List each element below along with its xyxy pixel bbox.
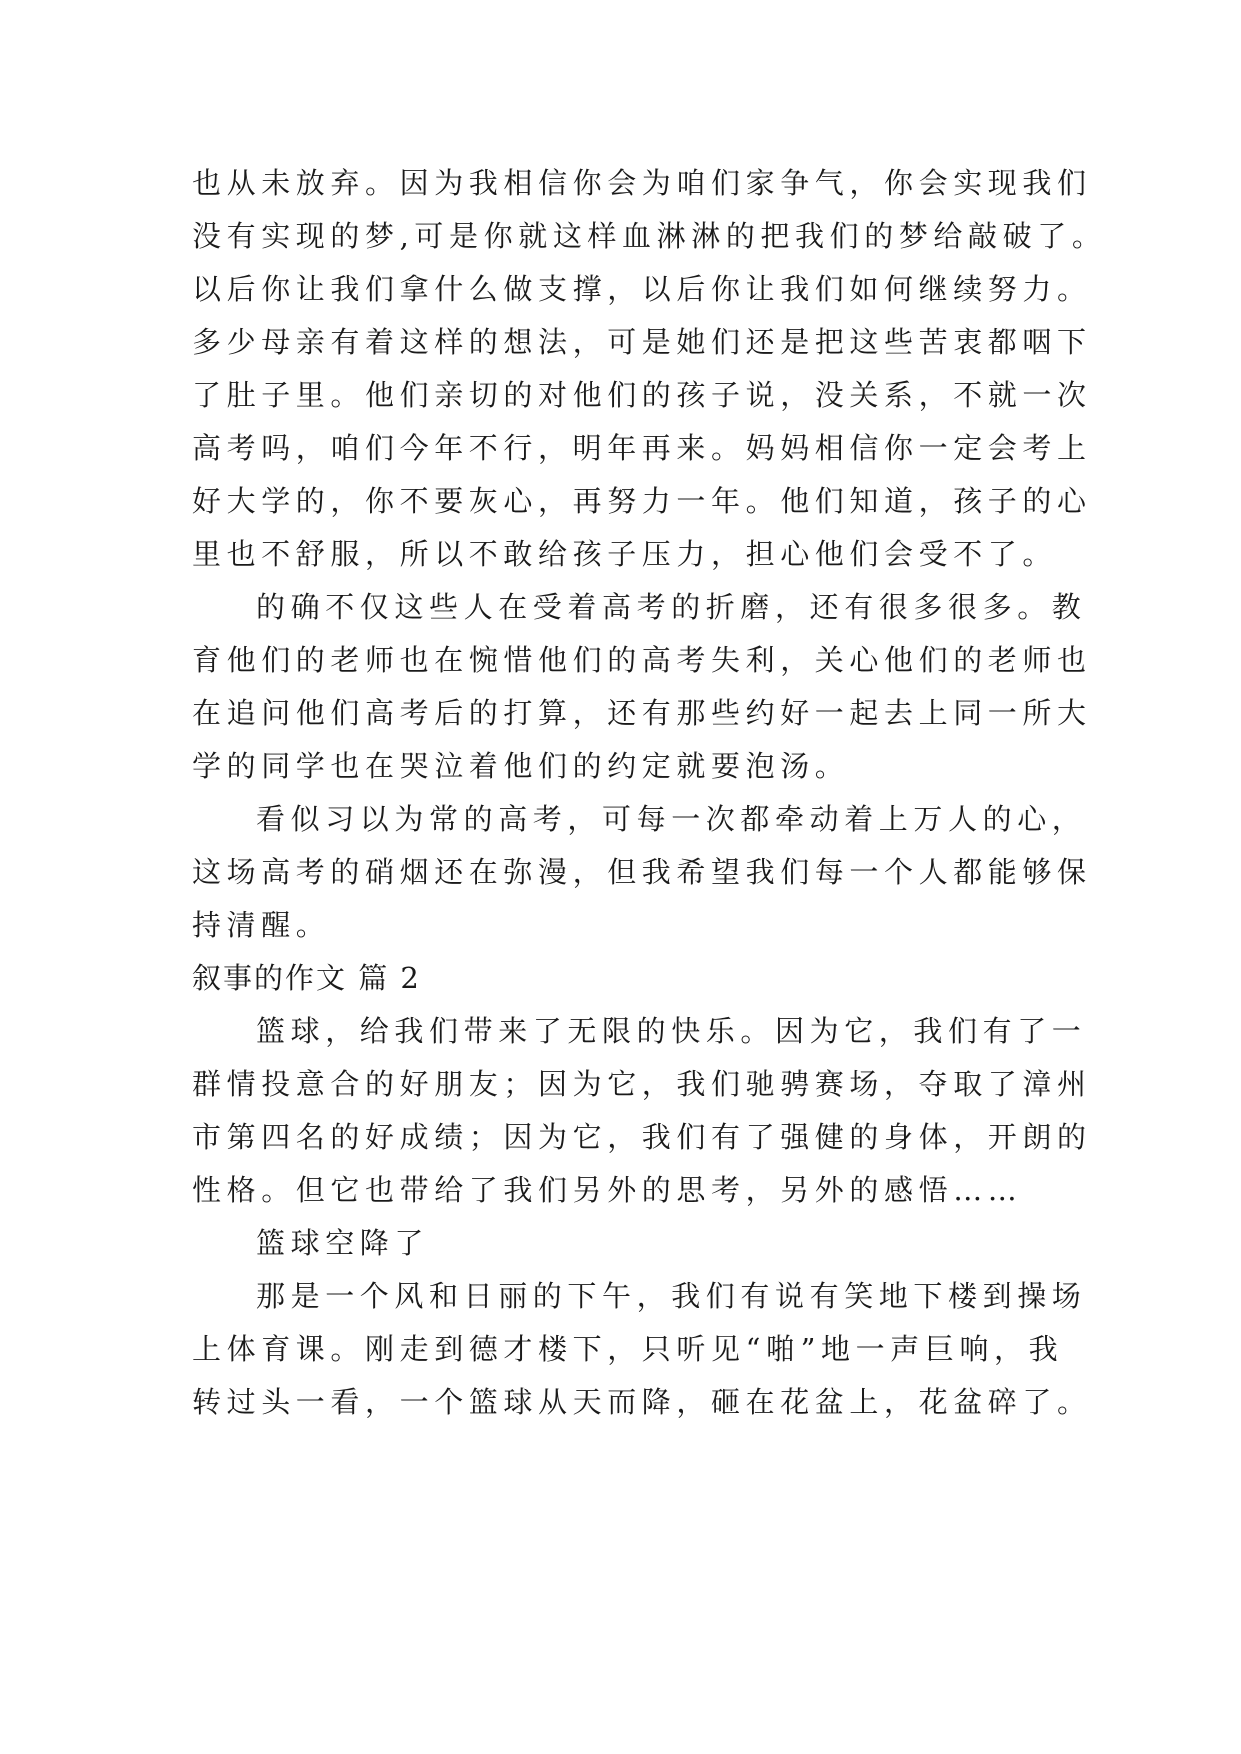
- text-line: 市第四名的好成绩；因为它，我们有了强健的身体，开朗的: [192, 1120, 1092, 1154]
- text-line: 在追问他们高考后的打算，还有那些约好一起去上同一所大: [192, 696, 1092, 730]
- text-line: 这场高考的硝烟还在弥漫，但我希望我们每一个人都能够保: [192, 855, 1092, 889]
- text-line: 多少母亲有着这样的想法，可是她们还是把这些苦衷都咽下: [192, 325, 1092, 359]
- text-line: 群情投意合的好朋友；因为它，我们驰骋赛场，夺取了漳州: [192, 1067, 1092, 1101]
- paragraph-first-line: 看似习以为常的高考，可每一次都牵动着上万人的心，: [256, 802, 1087, 836]
- text-line: 育他们的老师也在惋惜他们的高考失利，关心他们的老师也: [192, 643, 1092, 677]
- section-heading: 叙事的作文 篇 2: [192, 961, 421, 995]
- text-line: 以后你让我们拿什么做支撑，以后你让我们如何继续努力。: [192, 272, 1092, 306]
- text-line: 没有实现的梦,可是你就这样血淋淋的把我们的梦给敲破了。: [192, 219, 1107, 253]
- text-line: 好大学的，你不要灰心，再努力一年。他们知道，孩子的心: [192, 484, 1092, 518]
- paragraph-first-line: 的确不仅这些人在受着高考的折磨，还有很多很多。教: [256, 590, 1087, 624]
- text-line: 转过头一看，一个篮球从天而降，砸在花盆上，花盆碎了。: [192, 1385, 1092, 1419]
- subheading: 篮球空降了: [256, 1226, 430, 1260]
- text-line: 性格。但它也带给了我们另外的思考，另外的感悟……: [192, 1173, 1023, 1207]
- paragraph-first-line: 那是一个风和日丽的下午，我们有说有笑地下楼到操场: [256, 1279, 1087, 1313]
- text-line: 里也不舒服，所以不敢给孩子压力，担心他们会受不了。: [192, 537, 1058, 571]
- paragraph-first-line: 篮球，给我们带来了无限的快乐。因为它，我们有了一: [256, 1014, 1087, 1048]
- text-line: 持清醒。: [192, 908, 331, 942]
- text-line: 学的同学也在哭泣着他们的约定就要泡汤。: [192, 749, 850, 783]
- text-line: 高考吗，咱们今年不行，明年再来。妈妈相信你一定会考上: [192, 431, 1092, 465]
- text-line: 了肚子里。他们亲切的对他们的孩子说，没关系，不就一次: [192, 378, 1092, 412]
- text-line: 上体育课。刚走到德才楼下，只听见“啪”地一声巨响，我: [192, 1332, 1064, 1366]
- text-line: 也从未放弃。因为我相信你会为咱们家争气，你会实现我们: [192, 166, 1092, 200]
